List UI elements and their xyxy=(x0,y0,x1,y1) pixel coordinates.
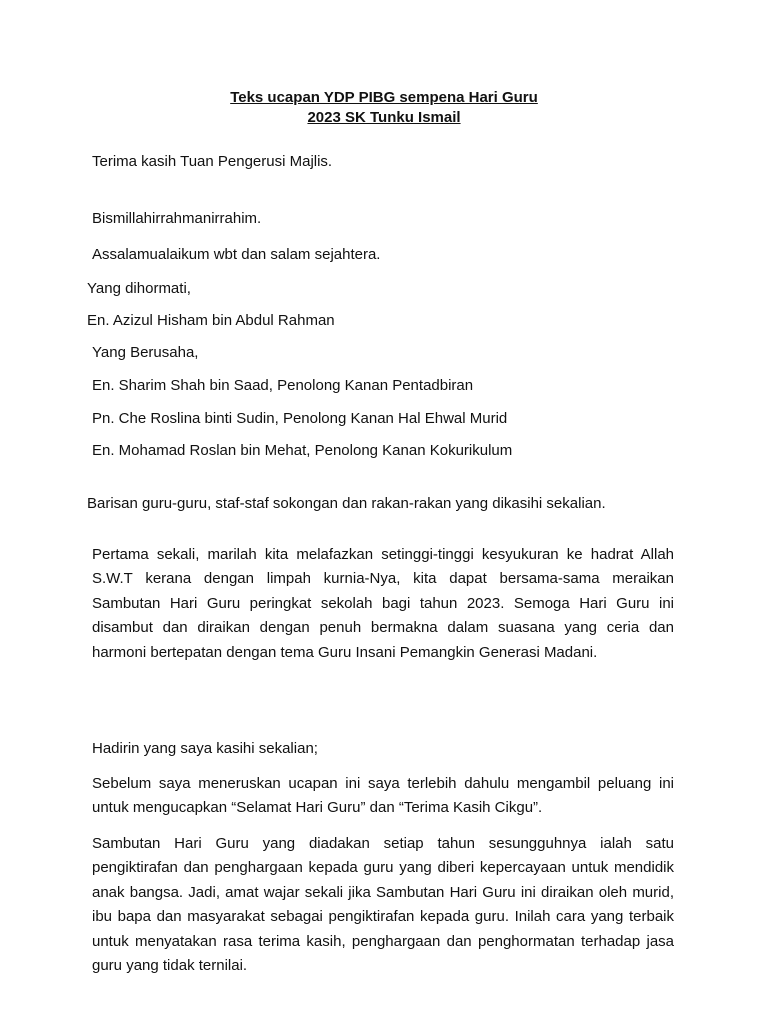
diligent-list-item: Pn. Che Roslina binti Sudin, Penolong Kanan Hal Ehwal Murid xyxy=(92,410,508,427)
honored-name: En. Azizul Hisham bin Abdul Rahman xyxy=(87,312,335,329)
diligent-list-item: En. Mohamad Roslan bin Mehat, Penolong Kanan Kokurikulum xyxy=(92,442,513,459)
paragraph-recognition: Sambutan Hari Guru yang diadakan setiap tahun sesungguhnya ialah satu pengiktirafan dan penghargaan kepada guru yang diberi kepercayaan untuk mendidik anak bangsa. Jadi, amat wajar sekali jika Sambutan Hari Guru ini diraikan oleh murid, ibu bapa dan masyarakat sebagai pengiktirafan kepada guru. Inilah cara yang terbaik untuk menyatakan rasa terima kasih, penghargaan dan penghormatan terhadap jasa guru yang tidak ternilai. xyxy=(92,835,674,975)
document-title-line-2: 2023 SK Tunku Ismail xyxy=(307,109,461,126)
paragraph-wishes: Sebelum saya meneruskan ucapan ini saya terlebih dahulu mengambil peluang ini untuk mengucapkan “Selamat Hari Guru” dan “Terima Kasih Cikgu”. xyxy=(92,775,674,817)
bismillah-line: Bismillahirrahmanirrahim. xyxy=(92,210,262,227)
paragraph-thanksgiving: Pertama sekali, marilah kita melafazkan setinggi-tinggi kesyukuran ke hadrat Allah S.W.T kerana dengan limpah kurnia-Nya, kita dapat bersama-sama meraikan Sambutan Hari Guru peringkat sekolah bagi tahun 2023. Semoga Hari Guru ini disambut dan diraikan dengan penuh bermakna dalam suasana yang ceria dan harmoni bertepatan dengan tema Guru Insani Pemangkin Generasi Madani. xyxy=(92,546,674,661)
audience-greeting: Hadirin yang saya kasihi sekalian; xyxy=(92,740,318,757)
diligent-label: Yang Berusaha, xyxy=(92,344,199,361)
staff-greeting: Barisan guru-guru, staf-staf sokongan dan rakan-rakan yang dikasihi sekalian. xyxy=(87,495,606,512)
diligent-list-item: En. Sharim Shah bin Saad, Penolong Kanan Pentadbiran xyxy=(92,377,474,394)
document-title-line-1: Teks ucapan YDP PIBG sempena Hari Guru xyxy=(230,89,538,106)
greeting-line: Assalamualaikum wbt dan salam sejahtera. xyxy=(92,246,381,263)
honored-label: Yang dihormati, xyxy=(87,280,191,297)
opening-line: Terima kasih Tuan Pengerusi Majlis. xyxy=(92,153,333,170)
